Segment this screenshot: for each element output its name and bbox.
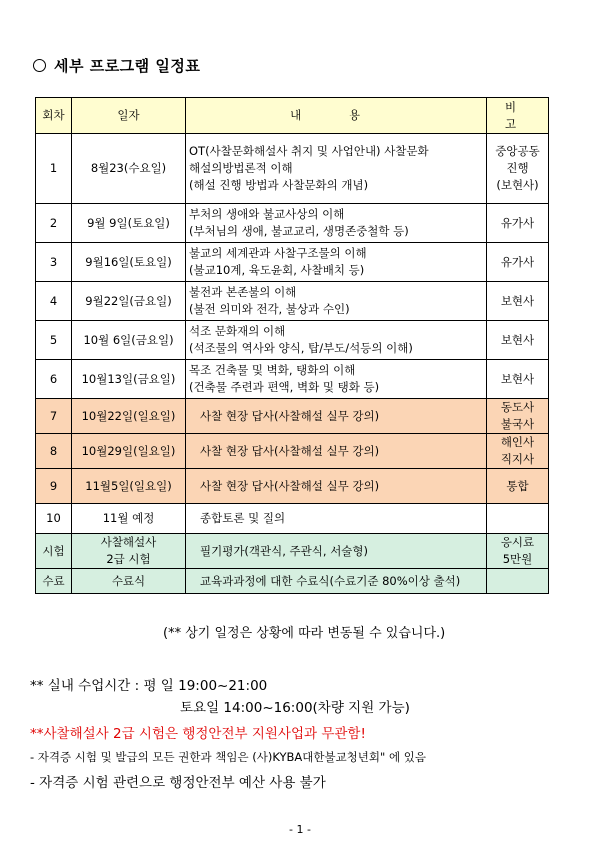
- cell-note-line: 보현사: [500, 332, 535, 347]
- cell-note-line: 응시료: [500, 535, 535, 550]
- cell-date: 사찰해설사 2급 시험: [72, 534, 186, 569]
- cell-date: 9월 9일(토요일): [72, 204, 186, 243]
- cell-content: [186, 134, 487, 204]
- cell-content: [186, 282, 487, 321]
- cell-no: 6: [36, 360, 72, 399]
- cell-no: 7: [36, 399, 72, 434]
- cell-content-line: 교육과과정에 대한 수료식(수료기준 80%이상 출석): [200, 573, 461, 588]
- header-note: 비 고: [487, 98, 549, 134]
- cell-note-line: 5만원: [502, 552, 533, 566]
- cell-no: 8: [36, 434, 72, 469]
- cell-no: 4: [36, 282, 72, 321]
- cell-content-line: 사찰 현장 답사(사찰해설 실무 강의): [200, 478, 380, 493]
- cell-content: [186, 534, 487, 569]
- cell-content-line: 사찰 현장 답사(사찰해설 실무 강의): [200, 408, 380, 423]
- cell-note-line: 보현사: [500, 371, 535, 386]
- table-row: [36, 321, 549, 360]
- cell-content-line: OT(사찰문화해설사 취지 및 사업안내) 사찰문화: [189, 144, 429, 159]
- cell-content: [186, 243, 487, 282]
- cell-content: [186, 399, 487, 434]
- cell-note-line: 보현사: [500, 293, 535, 308]
- table-row: [36, 569, 549, 594]
- exam-warning: **사찰해설사 2급 시험은 행정안전부 지원사업과 무관함!: [30, 726, 366, 742]
- cell-note-line: 직지사: [500, 452, 535, 466]
- cell-date: 수료식: [72, 569, 186, 594]
- cell-note: [487, 534, 549, 569]
- cell-no: 2: [36, 204, 72, 243]
- cell-content-line: 불교의 세계관과 사찰구조물의 이해: [189, 246, 367, 261]
- cell-note: [487, 134, 549, 204]
- cell-content: [186, 434, 487, 469]
- cell-no: 시험: [36, 534, 72, 569]
- page-number: - 1 -: [289, 823, 311, 836]
- cell-note: [487, 243, 549, 282]
- cell-note: [487, 360, 549, 399]
- cell-content-line: (석조물의 역사와 양식, 탑/부도/석등의 이해): [189, 341, 413, 355]
- circle-bullet-icon: [33, 59, 46, 72]
- cell-no: 5: [36, 321, 72, 360]
- schedule-notice: (** 상기 일정은 상황에 따라 변동될 수 있습니다.): [163, 626, 446, 641]
- cell-date: 9월16일(토요일): [72, 243, 186, 282]
- table-row: [36, 434, 549, 469]
- cell-content-line: 석조 문화재의 이해: [189, 324, 286, 339]
- cell-content: [186, 204, 487, 243]
- header-date: 일자: [72, 98, 186, 134]
- cell-content-line: 종합토론 및 질의: [200, 511, 286, 526]
- cell-date: 10월 6일(금요일): [72, 321, 186, 360]
- cell-note-line: 통합: [506, 478, 529, 493]
- cell-content: [186, 360, 487, 399]
- table-row: [36, 504, 549, 534]
- cell-content-line: 목조 건축물 및 벽화, 탱화의 이해: [189, 363, 356, 378]
- cell-no: 10: [36, 504, 72, 534]
- header-no: 회차: [36, 98, 72, 134]
- cell-content-line: (불교10계, 육도윤회, 사찰배치 등): [189, 263, 365, 277]
- cell-content: [186, 569, 487, 594]
- title-text: 세부 프로그램 일정표: [54, 57, 201, 75]
- table-row: [36, 360, 549, 399]
- table-header-row: [36, 98, 549, 134]
- cell-note-line: 진행: [506, 161, 529, 176]
- cell-date: 11월 예정: [72, 504, 186, 534]
- cell-content-line: (불전 의미와 전각, 불상과 수인): [189, 302, 350, 316]
- header-content: 내 용: [186, 98, 487, 134]
- table-row: [36, 399, 549, 434]
- cell-date: 10월29일(일요일): [72, 434, 186, 469]
- cell-note-line: 유가사: [500, 215, 535, 230]
- cell-content-line: 사찰 현장 답사(사찰해설 실무 강의): [200, 443, 380, 458]
- budget-note: - 자격증 시험 관련으로 행정안전부 예산 사용 불가: [30, 775, 326, 791]
- table-row: [36, 204, 549, 243]
- cell-note-line: 동도사: [500, 400, 535, 415]
- cell-content: [186, 469, 487, 504]
- class-time-saturday: 토요일 14:00~16:00(차량 지원 가능): [180, 700, 410, 716]
- cell-note-line: 불국사: [500, 417, 535, 431]
- table-row: [36, 243, 549, 282]
- cell-date: 10월13일(금요일): [72, 360, 186, 399]
- cell-note-line: 유가사: [500, 254, 535, 269]
- cell-note-line: (보현사): [496, 177, 539, 192]
- cell-content-line: 필기평가(객관식, 주관식, 서술형): [200, 543, 369, 558]
- cell-content-line: 불전과 본존불의 이해: [189, 285, 297, 300]
- cell-content: [186, 321, 487, 360]
- cell-note: [487, 399, 549, 434]
- cell-date: 10월22일(일요일): [72, 399, 186, 434]
- cell-date: 9월22일(금요일): [72, 282, 186, 321]
- cell-note-line: 중앙공동: [495, 144, 540, 159]
- cell-content-line: (부처님의 생애, 불교교리, 생명존중철학 등): [189, 224, 409, 238]
- cell-no: 1: [36, 134, 72, 204]
- table-row: [36, 134, 549, 204]
- cell-note: [487, 504, 549, 534]
- cell-content-line: 해설의방법론적 이해: [189, 161, 293, 176]
- cell-note: [487, 321, 549, 360]
- cell-note: [487, 569, 549, 594]
- table-row: [36, 282, 549, 321]
- page-title: [33, 55, 200, 76]
- class-time-weekday: ** 실내 수업시간 : 평 일 19:00~21:00: [30, 678, 268, 694]
- cell-note: [487, 282, 549, 321]
- schedule-table: [35, 97, 549, 594]
- certificate-authority-note: - 자격증 시험 및 발급의 모든 권한과 책임은 (사)KYBA대한불교청년회" 에 있음: [30, 750, 426, 764]
- cell-note: [487, 469, 549, 504]
- cell-note: [487, 204, 549, 243]
- cell-no: 3: [36, 243, 72, 282]
- cell-date: 11월5일(일요일): [72, 469, 186, 504]
- cell-no: 9: [36, 469, 72, 504]
- cell-note: [487, 434, 549, 469]
- table-row: [36, 469, 549, 504]
- cell-content-line: (건축물 주련과 편액, 벽화 및 탱화 등): [189, 380, 380, 394]
- cell-no: 수료: [36, 569, 72, 594]
- cell-content-line: 부처의 생애와 불교사상의 이해: [189, 207, 345, 222]
- cell-note-line: 해인사: [500, 435, 535, 450]
- table-row: [36, 534, 549, 569]
- cell-content: [186, 504, 487, 534]
- cell-date: 8월23(수요일): [72, 134, 186, 204]
- cell-content-line: (해설 진행 방법과 사찰문화의 개념): [189, 177, 369, 192]
